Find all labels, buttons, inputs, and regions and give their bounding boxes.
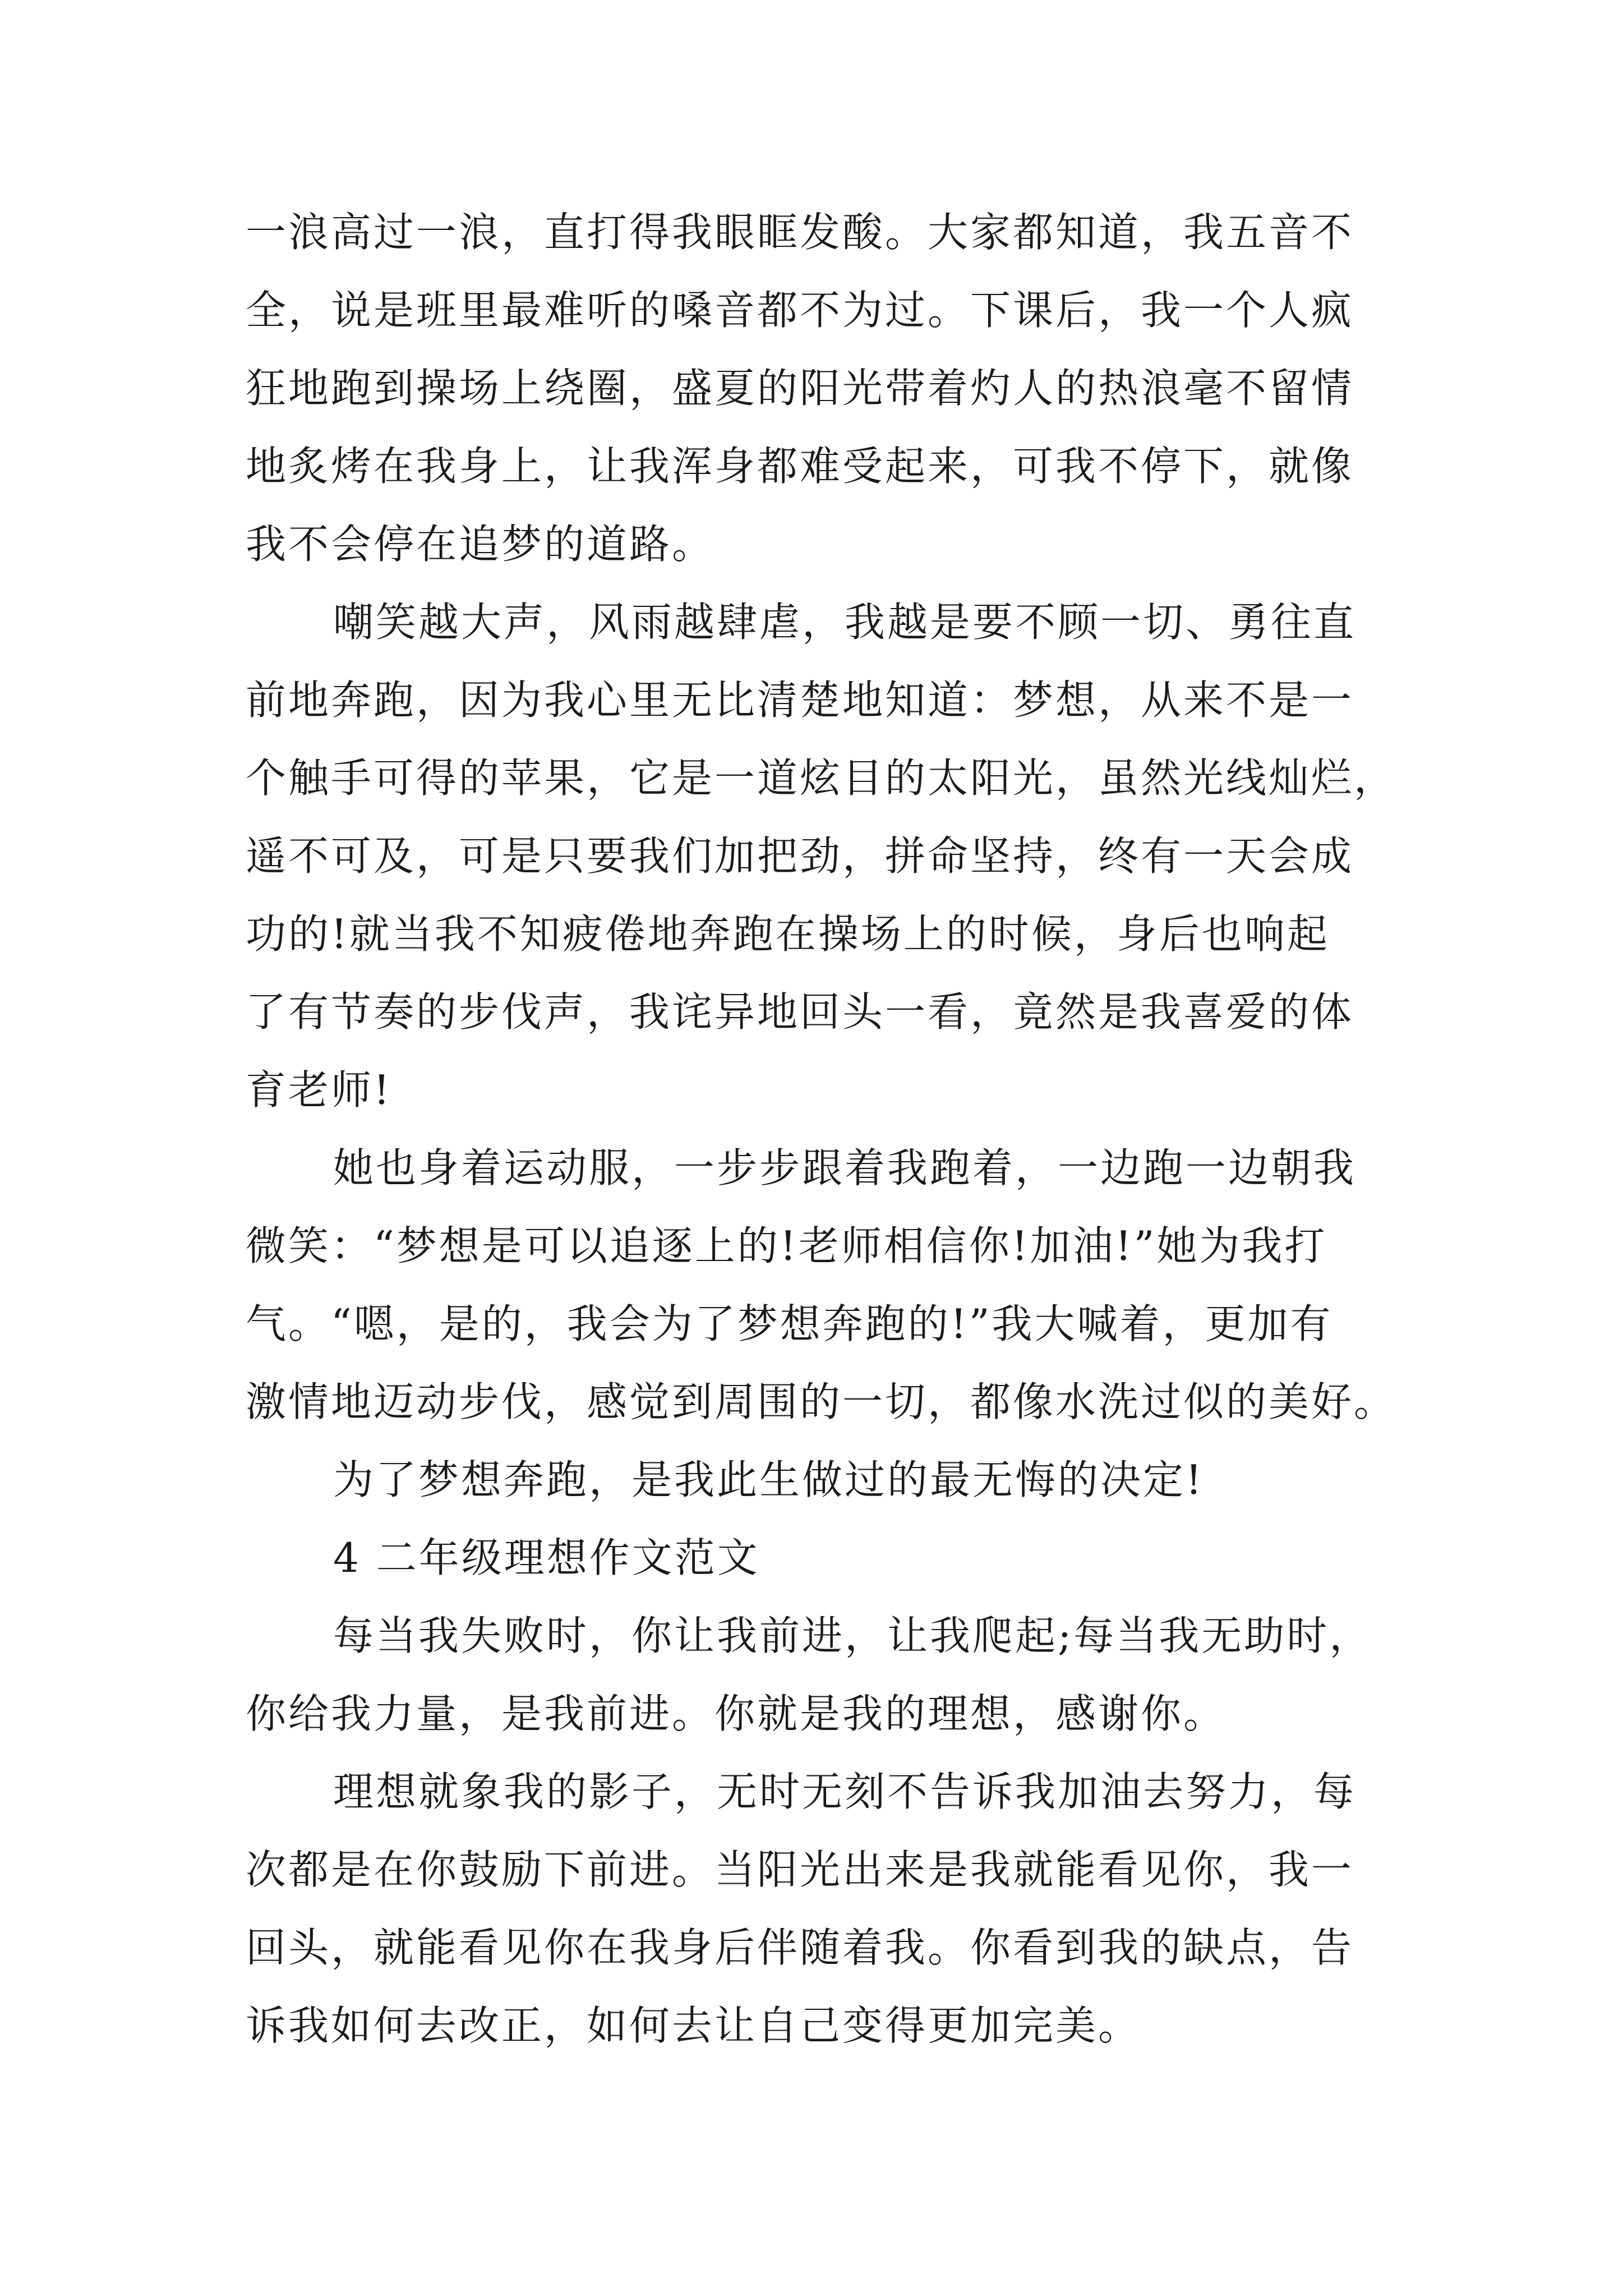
text-line: 理想就象我的影子，无时无刻不告诉我加油去努力，每 [333, 1768, 1357, 1815]
text-line: 遥不可及，可是只要我们加把劲，拼命坚持，终有一天会成 [246, 832, 1354, 880]
text-line: 嘲笑越大声，风雨越肆虐，我越是要不顾一切、勇往直 [333, 599, 1357, 646]
text-line: 她也身着运动服，一步步跟着我跑着，一边跑一边朝我 [333, 1144, 1357, 1191]
text-line: 地炙烤在我身上，让我浑身都难受起来，可我不停下，就像 [246, 443, 1354, 490]
text-line: 回头，就能看见你在我身后伴随着我。你看到我的缺点，告 [246, 1924, 1354, 1971]
text-line: 狂地跑到操场上绕圈，盛夏的阳光带着灼人的热浪毫不留情 [246, 365, 1354, 412]
text-line: 诉我如何去改正，如何去让自己变得更加完美。 [246, 2002, 1141, 2049]
text-line: 次都是在你鼓励下前进。当阳光出来是我就能看见你，我一 [246, 1846, 1354, 1893]
paragraph [246, 1597, 1390, 1753]
text-line: 激情地迈动步伐，感觉到周围的一切，都像水洗过似的美好。 [246, 1378, 1397, 1425]
text-line: 你给我力量，是我前进。你就是我的理想，感谢你。 [246, 1690, 1227, 1737]
paragraph [246, 194, 1390, 583]
text-line: 为了梦想奔跑，是我此生做过的最无悔的决定! [333, 1456, 1204, 1503]
paragraph [246, 1129, 1397, 1441]
text-line: 育老师! [246, 1066, 392, 1114]
text-line: 前地奔跑，因为我心里无比清楚地知道：梦想，从来不是一 [246, 677, 1354, 724]
text-line: 个触手可得的苹果，它是一道炫目的太阳光，虽然光线灿烂， [246, 754, 1397, 802]
text-line: 微笑：“梦想是可以追逐上的!老师相信你!加油!”她为我打 [246, 1222, 1327, 1269]
text-line: 功的!就当我不知疲倦地奔跑在操场上的时候，身后也响起 [246, 910, 1330, 958]
text-line: 气。“嗯，是的，我会为了梦想奔跑的!”我大喊着，更加有 [246, 1300, 1333, 1347]
text-line: 全，说是班里最难听的嗓音都不为过。下课后，我一个人疯 [246, 287, 1354, 334]
paragraph [246, 583, 1397, 1129]
text-line: 每当我失败时，你让我前进，让我爬起;每当我无助时， [333, 1612, 1372, 1659]
text-line: 我不会停在追梦的道路。 [246, 521, 715, 568]
text-line: 一浪高过一浪，直打得我眼眶发酸。大家都知道，我五音不 [246, 209, 1354, 256]
text-line: 了有节奏的步伐声，我诧异地回头一看，竟然是我喜爱的体 [246, 988, 1354, 1036]
paragraph [246, 1753, 1390, 2065]
paragraph [246, 1441, 1390, 1519]
document-body [246, 194, 1397, 2065]
heading-text: 4 二年级理想作文范文 [333, 1534, 760, 1581]
section-heading [246, 1519, 1390, 1597]
